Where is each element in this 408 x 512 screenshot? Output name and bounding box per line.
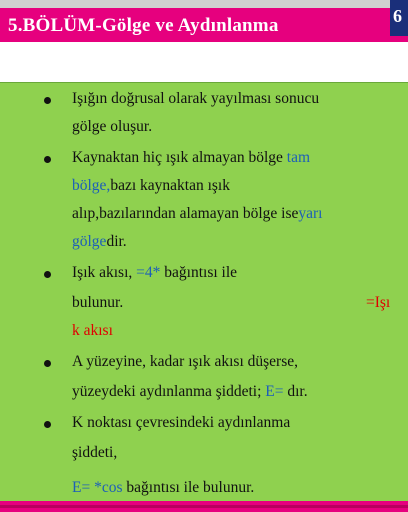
content-panel [0, 82, 408, 502]
bottom-stripe [0, 501, 408, 512]
item-1-line-1: Işığın doğrusal olarak yayılması sonucu [72, 90, 320, 107]
bullet-icon [44, 156, 51, 163]
item-2-line-1 [72, 148, 310, 168]
item-5-formula: E= * [72, 479, 102, 496]
item-4-text: dır. [283, 383, 308, 400]
subtitle-band [0, 42, 408, 82]
item-2-text: dir. [106, 233, 127, 250]
item-5-line-3 [72, 478, 254, 498]
bullet-icon [44, 360, 51, 367]
top-stripe [0, 0, 408, 8]
item-2-term-bolge: bölge, [72, 177, 111, 194]
item-4-line-2 [72, 382, 308, 402]
corner-letter: 6 [393, 6, 402, 26]
item-4-text: yüzeydeki aydınlanma şiddeti; [72, 383, 266, 400]
slide-title: 5.BÖLÜM-Gölge ve Aydınlanma [8, 15, 279, 36]
bullet-icon [44, 421, 51, 428]
item-3-line-1 [72, 263, 237, 283]
bottom-stripe-inner [0, 505, 408, 508]
item-4-line-1: A yüzeyine, kadar ışık akısı düşerse, [72, 353, 298, 370]
item-3-text: bağıntısı ile [160, 264, 238, 281]
item-5-text: bağıntısı ile bulunur. [122, 479, 255, 496]
item-2-text: Kaynaktan hiç ışık almayan bölge [72, 149, 287, 166]
item-2-line-4 [72, 232, 127, 252]
item-5-line-2: şiddeti, [72, 444, 118, 461]
item-2-term-golge: gölge [72, 233, 107, 250]
item-2-term-tam: tam [286, 149, 311, 166]
item-3-line-3: k akısı [72, 322, 113, 339]
item-5-cos: cos [101, 479, 123, 496]
item-1-line-2: gölge oluşur. [72, 118, 153, 135]
item-2-line-3 [72, 204, 323, 224]
bullet-icon [44, 97, 51, 104]
item-4-formula: E= [265, 383, 284, 400]
item-2-line-2 [72, 176, 230, 196]
item-3-formula: =4* [136, 264, 161, 281]
corner-tab [390, 0, 408, 36]
item-3-red-label: =Işı [366, 294, 391, 311]
item-3-text: Işık akısı, [72, 264, 137, 281]
title-bar [0, 8, 408, 42]
item-2-term-yari: yarı [298, 205, 323, 222]
item-3-line-2: bulunur. [72, 294, 124, 311]
item-2-text: alıp,bazılarından alamayan bölge ise [72, 205, 299, 222]
item-5-line-1: K noktası çevresindeki aydınlanma [72, 414, 291, 431]
item-2-text: bazı kaynaktan ışık [110, 177, 230, 194]
bullet-icon [44, 271, 51, 278]
